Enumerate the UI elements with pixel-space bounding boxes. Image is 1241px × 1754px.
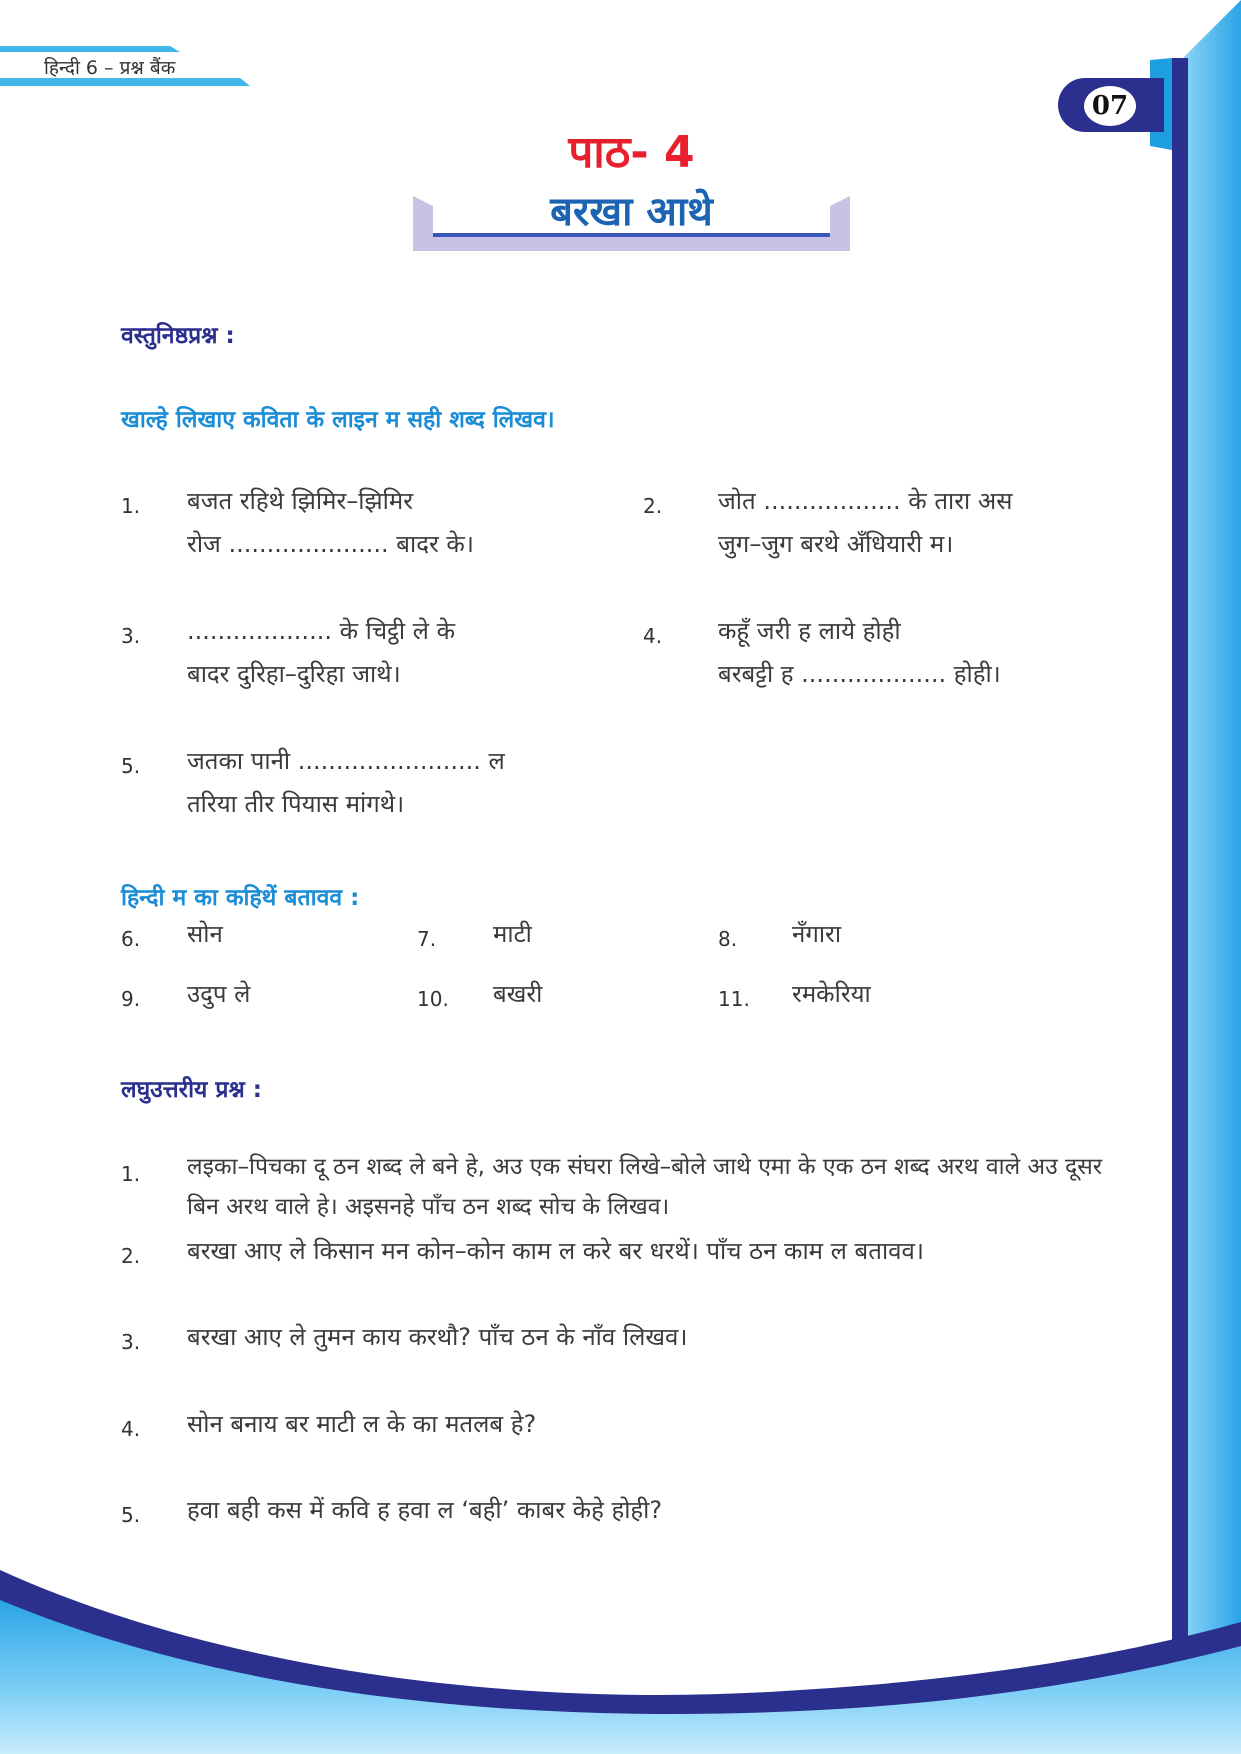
page-number: 07 [1084,86,1136,126]
objective-heading: वस्तुनिष्ठप्रश्न : [121,323,235,349]
fill-item-number: 1. [121,494,141,518]
fill-item-line: जतका पानी ........................ ल [187,747,505,775]
fill-item-line: ................... के चिट्ठी ले के [187,617,456,645]
chapter-title: बरखा आथे [550,189,713,235]
question-text: हवा बही कस में कवि ह हवा ल ‘बही’ काबर केहे होही? [187,1496,663,1524]
fill-item-line: बरबट्टी ह ................... होही। [718,660,1001,688]
fill-item-line: रोज ..................... बादर के। [187,530,474,558]
meaning-word: रमकेरिया [792,980,871,1008]
fill-item-number: 2. [643,494,663,518]
fill-item-number: 5. [121,754,141,778]
question-number: 4. [121,1417,141,1441]
fill-item [718,480,1012,566]
meaning-word: सोन [187,920,223,948]
question-text: लइका–पिचका दू ठन शब्द ले बने हे, अउ एक संघरा लिखे–बोले जाथे एमा के एक ठन शब्द अरथ वाले अउ दूसर बिन अरथ वाले हे। अइसनहे पाँच ठन शब्द सोच के लिखव। [187,1154,1103,1220]
fill-item-line: जुग–जुग बरथे अँधियारी म। [718,530,954,558]
fill-item-line: तरिया तीर पियास मांगथे। [187,790,405,818]
fill-item-line: जोत .................. के तारा अस [718,487,1013,515]
meaning-item-number: 8. [718,927,738,951]
question-text: बरखा आए ले तुमन काय करथौ? पाँच ठन के नाँव लिखव। [187,1323,688,1351]
book-title: हिन्दी 6 – प्रश्न बैंक [44,57,176,79]
fill-item-number: 3. [121,624,141,648]
question-number: 5. [121,1503,141,1527]
fill-item-line: कहूँ जरी ह लाये होही [718,617,901,645]
meaning-item-number: 11. [718,987,750,1011]
fill-item [718,610,1001,696]
question-number: 3. [121,1330,141,1354]
meaning-item-number: 7. [417,927,437,951]
meaning-item-number: 10. [417,987,449,1011]
objective-instruction: खाल्हे लिखाए कविता के लाइन म सही शब्द लिखव। [121,407,555,433]
meaning-item-number: 6. [121,927,141,951]
meaning-word: उदुप ले [187,980,251,1008]
bottom-wave [0,1560,1241,1754]
meaning-item-number: 9. [121,987,141,1011]
chapter-number: पाठ- 4 [568,127,695,178]
fill-item-number: 4. [643,624,663,648]
fill-item [187,740,505,826]
meaning-word: माटी [493,920,532,948]
question-number: 1. [121,1162,141,1186]
fill-item-line: बादर दुरिहा–दुरिहा जाथे। [187,660,401,688]
fill-item-line: बजत रहिथे झिमिर–झिमिर [187,487,414,515]
short-answer-heading: लघुउत्तरीय प्रश्न : [121,1077,262,1103]
fill-item [187,610,455,696]
question-text: बरखा आए ले किसान मन कोन–कोन काम ल करे बर धरथें। पाँच ठन काम ल बतावव। [187,1237,924,1265]
meaning-word: बखरी [493,980,543,1008]
side-decoration [1081,0,1241,1754]
fill-item [187,480,474,566]
meaning-heading: हिन्दी म का कहिथें बतावव : [121,885,360,911]
question-text: सोन बनाय बर माटी ल के का मतलब हे? [187,1410,537,1438]
question-number: 2. [121,1244,141,1268]
meaning-word: नँगारा [792,920,842,948]
